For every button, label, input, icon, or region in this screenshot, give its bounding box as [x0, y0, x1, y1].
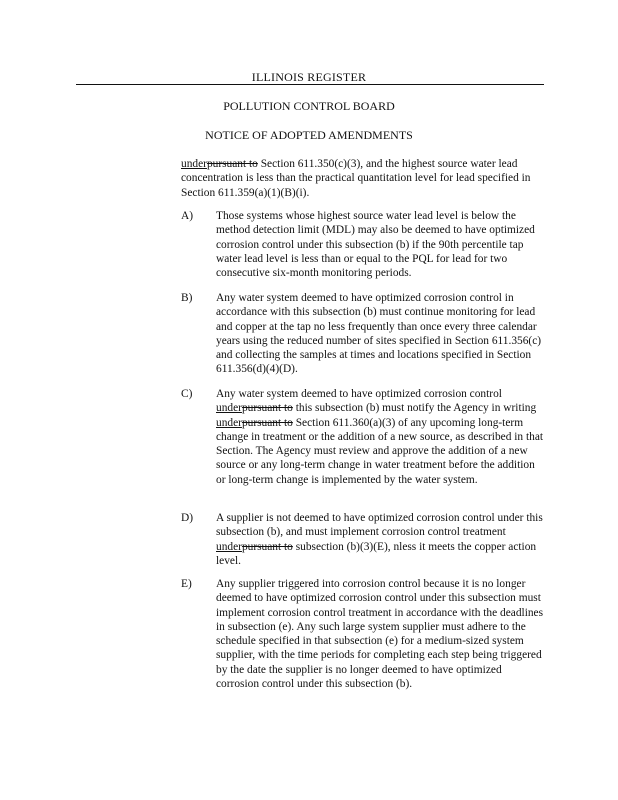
item-label-a: A) — [181, 210, 194, 222]
item-text-e: Any supplier triggered into corrosion control because it is no longer deemed to have optimized corrosion control under this subsection must implement corrosion control treatment in accordance with the deadlines in subsection (e). Any such large system supplier must adhere to the schedule specified in that subsection (e) for a medium-sized system supplier, with the time periods for completing each step being triggered by the date the supplier is no longer deemed to have optimized corrosion control under this subsection (b). — [216, 578, 544, 691]
paragraph-text: Any water system deemed to have optimized corrosion control — [216, 388, 502, 400]
item-text-d — [216, 511, 546, 568]
item-text-c — [216, 387, 546, 487]
paragraph-text: this subsection (b) must notify the Agency in writing — [292, 402, 537, 415]
board-title: POLLUTION CONTROL BOARD — [223, 99, 395, 113]
deleted-text: pursuant to — [241, 402, 293, 415]
inserted-text: under — [216, 402, 242, 415]
deleted-text: pursuant to — [241, 416, 293, 429]
item-label-e: E) — [181, 578, 192, 590]
paragraph-text: A supplier is not deemed to have optimized corrosion control under this subsection (b), and must implement corrosion control treatment — [216, 512, 543, 539]
paragraph-text: subsection (b)(3)(E), nless it meets the copper action level. — [216, 540, 537, 567]
paragraph-text: Section 611.350(c)(3), and the highest source water lead concentration is less than the practical quantitation level for lead specified in Section 611.359(a)(1)(B)(i). — [181, 158, 531, 199]
item-label-c: C) — [181, 388, 193, 400]
inserted-text: under — [216, 540, 242, 553]
deleted-text: pursuant to — [206, 158, 258, 170]
item-text-b: Any water system deemed to have optimized corrosion control in accordance with this subsection (b) must continue monitoring for lead and copper at the tap no less frequently than once every three calendar years using the reduced number of sites specified in Section 611.356(c) and collecting the samples at times and locations specified in Section 611.356(d)(4)(D). — [216, 292, 542, 376]
header-rule — [76, 84, 544, 85]
item-label-b: B) — [181, 292, 193, 304]
item-text-a: Those systems whose highest source water lead level is below the method detection limit (MDL) may also be deemed to have optimized corrosion control under this subsection (b) if the 90th percentile tap water lead level is less than or equal to the PQL for lead for two consecutive six-month monitoring periods. — [216, 210, 535, 280]
notice-title: NOTICE OF ADOPTED AMENDMENTS — [205, 128, 413, 142]
deleted-text: pursuant to — [241, 540, 293, 553]
register-title: ILLINOIS REGISTER — [251, 70, 367, 84]
item-label-d: D) — [181, 512, 194, 524]
inserted-text: under — [216, 416, 242, 429]
paragraph-text: Section 611.360(a)(3) of any upcoming long-term change in treatment or the addition of a new source, as described in that Section. The Agency must review and approve the addition of a new source or any long-term change in water treatment before the addition or long-term change is implemented by the water system. — [216, 416, 544, 486]
lead-paragraph — [181, 157, 546, 200]
inserted-text: under — [181, 158, 207, 170]
